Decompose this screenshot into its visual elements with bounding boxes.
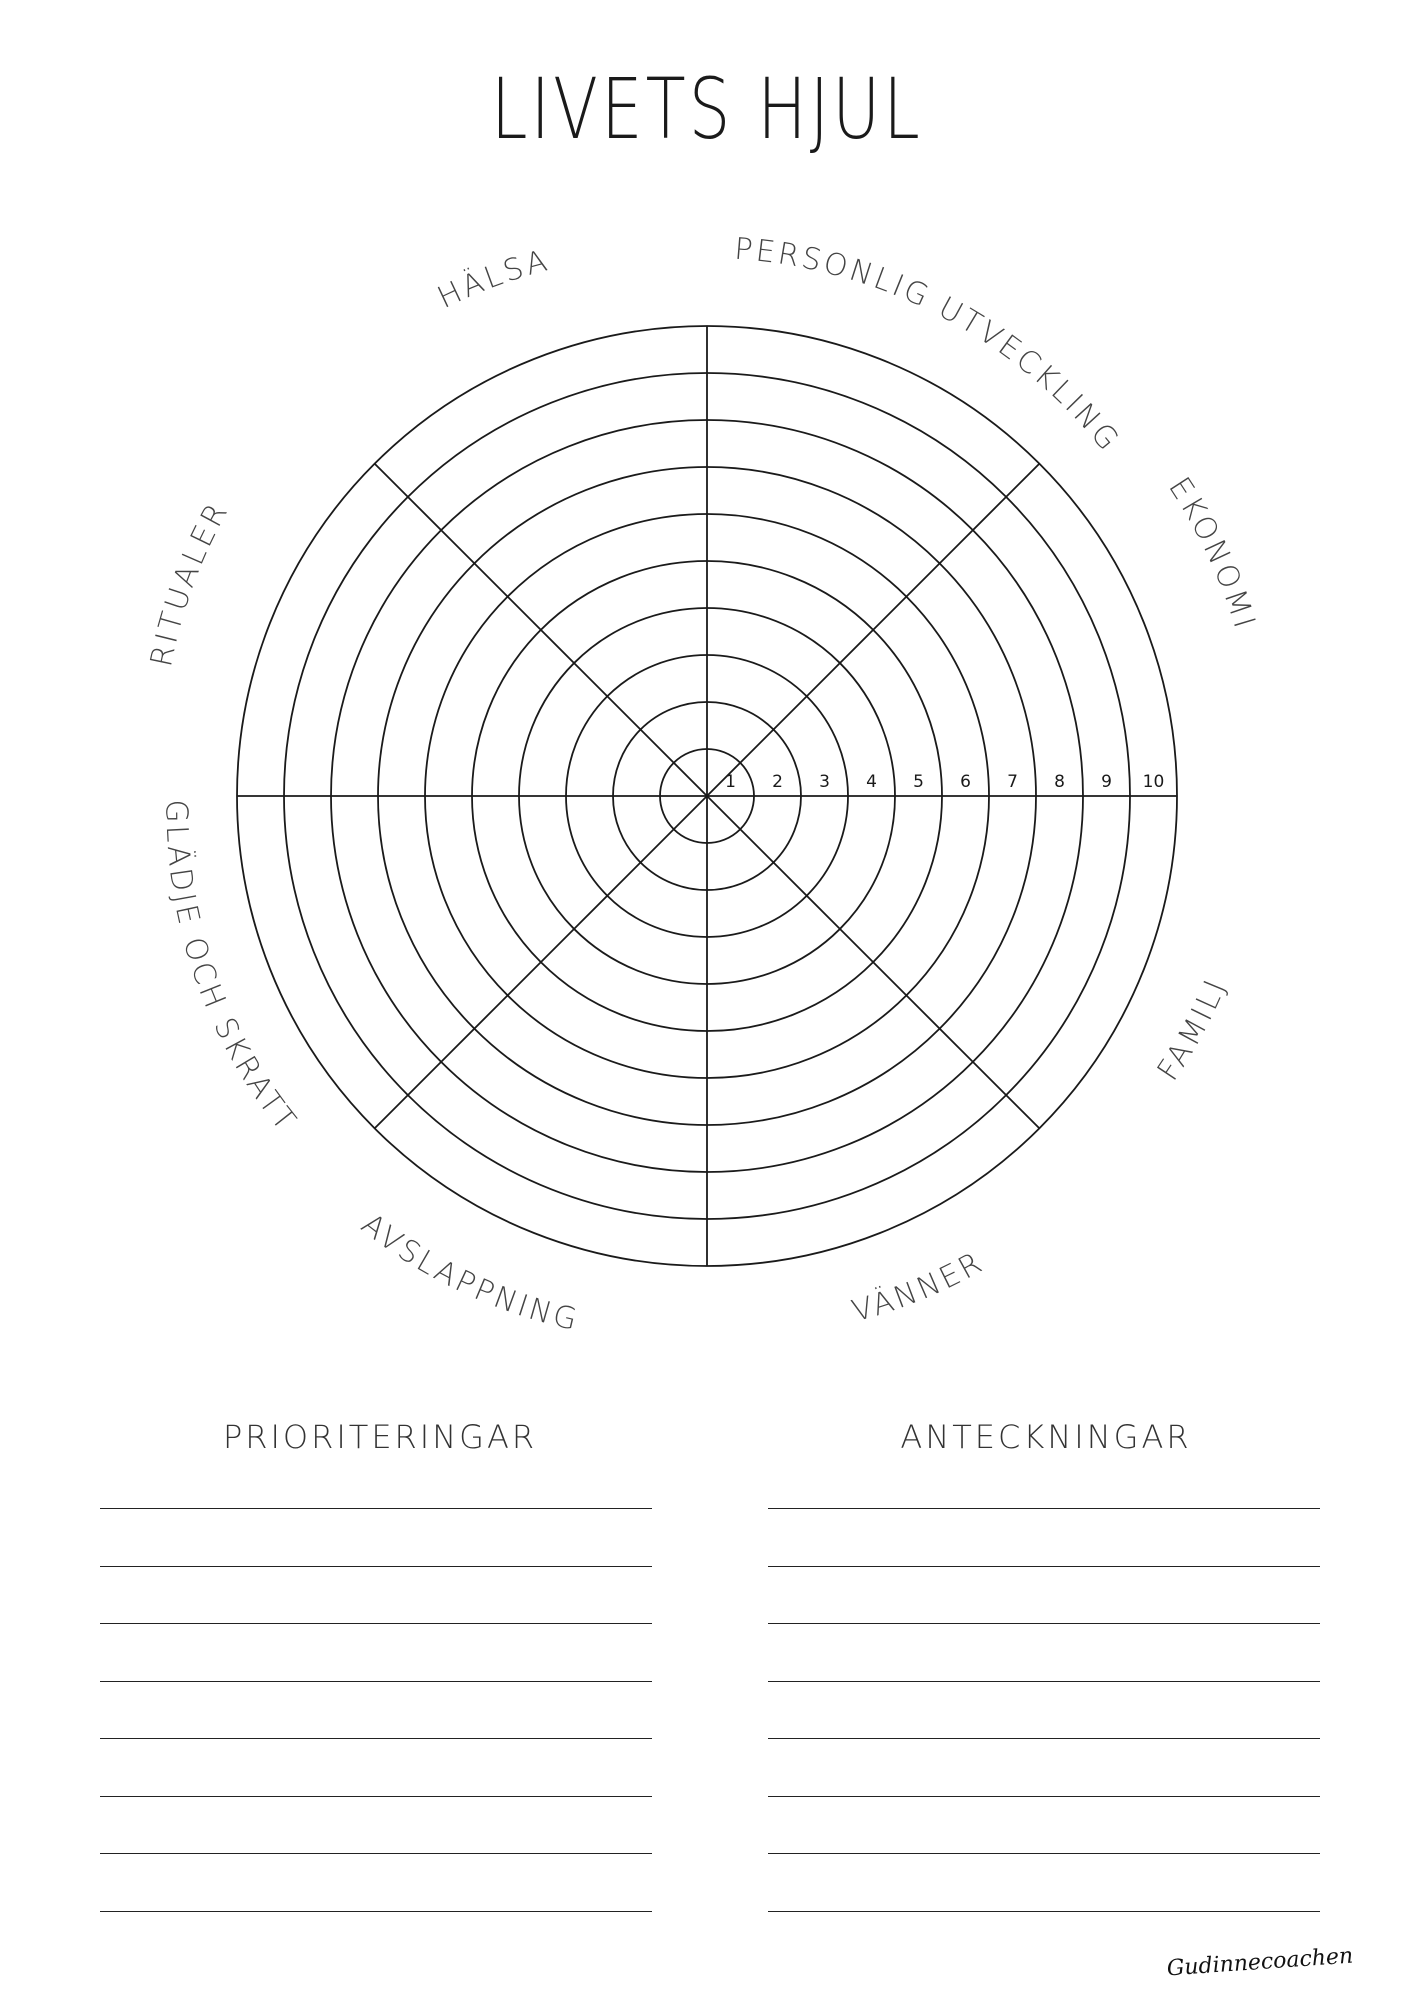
wheel-spoke-6 [375,464,707,796]
segment-label-vanner: VÄNNER [848,1244,991,1330]
writing-line[interactable] [100,1681,652,1739]
segment-label-ekonomi: EKONOMI [1161,471,1263,635]
writing-line[interactable] [100,1738,652,1796]
wheel-spokes [237,326,1177,1266]
writing-line[interactable] [100,1623,652,1681]
writing-line[interactable] [768,1853,1320,1911]
scale-label-4: 4 [866,772,877,792]
scale-label-5: 5 [913,772,924,792]
notes-lines [768,1508,1320,1968]
scale-label-7: 7 [1007,772,1018,792]
segment-label-familj: FAMILJ [1150,972,1235,1088]
scale-label-6: 6 [960,772,971,792]
writing-line[interactable] [100,1911,652,1969]
scale-label-8: 8 [1054,772,1065,792]
priorities-title: PRIORITERINGAR [222,1418,538,1456]
wheel-spoke-2 [707,796,1039,1128]
wheel-spoke-4 [375,796,707,1128]
scale-label-2: 2 [772,772,783,792]
notes-title: ANTECKNINGAR [900,1418,1192,1456]
writing-line[interactable] [768,1623,1320,1681]
page-title: LIVETS HJUL [491,60,923,158]
priorities-lines [100,1508,652,1968]
writing-line[interactable] [768,1508,1320,1566]
writing-line[interactable] [768,1566,1320,1624]
writing-line[interactable] [100,1566,652,1624]
writing-line[interactable] [100,1853,652,1911]
wheel-spoke-8 [707,464,1039,796]
writing-line[interactable] [100,1508,652,1566]
writing-line[interactable] [768,1681,1320,1739]
scale-label-10: 10 [1142,772,1165,792]
wheel-scale [725,772,1164,792]
segment-label-avslappning: AVSLAPPNING [354,1206,583,1339]
scale-label-3: 3 [819,772,830,792]
segment-label-ritualer: RITUALER [144,495,237,670]
scale-label-1: 1 [725,772,736,792]
signature-logo: Gudinnecoachen [1166,1943,1354,1982]
segment-label-personlig-utveckling: PERSONLIG UTVECKLING [733,231,1127,460]
writing-line[interactable] [768,1796,1320,1854]
segment-label-gladje-och-skratt: GLÄDJE OCH SKRATT [158,799,305,1140]
segment-label-halsa: HÄLSA [432,242,554,316]
scale-label-9: 9 [1101,772,1112,792]
writing-line[interactable] [100,1796,652,1854]
writing-line[interactable] [768,1738,1320,1796]
